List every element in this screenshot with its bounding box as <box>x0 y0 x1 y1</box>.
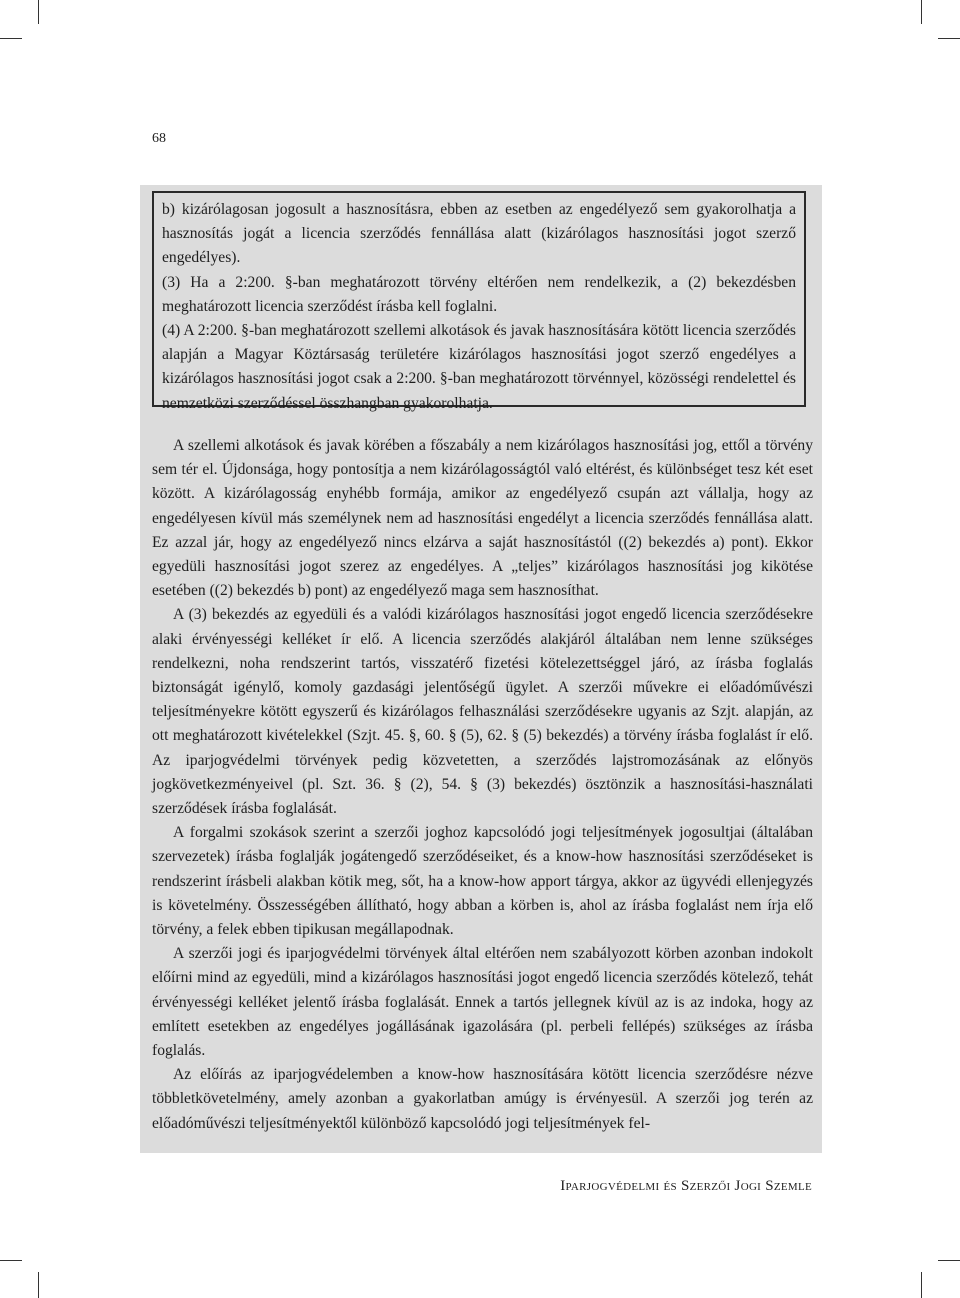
quote-paragraph: (3) Ha a 2:200. §-ban meghatározott törvény eltérően nem rendelkezik, a (2) bekezdésben meghatározott licencia szerződést írásba kell foglalni. <box>162 273 796 315</box>
quoted-law-text-box <box>152 191 806 412</box>
body-text <box>152 434 813 1136</box>
crop-mark-top-right-v <box>921 0 922 24</box>
crop-mark-bottom-left-h <box>0 1260 22 1261</box>
journal-title-footer: Iparjogvédelmi és Szerzői Jogi Szemle <box>560 1178 812 1194</box>
crop-mark-bottom-right-v <box>921 1272 922 1298</box>
body-paragraph: Az előírás az iparjogvédelemben a know-how hasznosítására kötött licencia szerződésre nézve többletkövetelmény, amely azonban a gyakorlatban amúgy is érvényesül. A szerzői jog terén az előadóművészi teljesítményektől különböző kapcsolódó jogi teljesítmények fel- <box>152 1066 813 1132</box>
crop-mark-top-left-v <box>38 0 39 24</box>
body-paragraph: A szerzői jogi és iparjogvédelmi törvények által eltérően nem szabályozott körben azonban indokolt előírni mind az egyedüli, mind a kizárólagos hasznosítási jogot engedő licencia szerződés kötelező, tehát érvényességi kelléket jelentő írásba foglalását. Ennek a tartós jellegnek kívül az is az indoka, hogy az említett esetekben az engedélyes jogállásának igazolására (pl. perbeli fellépés) szükséges az írásba foglalás. <box>152 945 813 1060</box>
body-paragraph: A (3) bekezdés az egyedüli és a valódi kizárólagos hasznosítási jogot engedő licencia szerződésekre alaki érvényességi kelléket ír elő. A licencia szerződés alakjáról általában nem lenne szükséges rendelkezni, noha rendszerint tartós, visszatérő fizetési kötelezettséggel járó, az írásba foglalás biztonságát igénylő, komoly gazdasági jelentőségű ügylet. A szerzői művekre ei előadóművészi teljesítményekre kötött egyszerű és kizárólagos felhasználási szerződésekre ugyanis az Szjt. alapján, az ott meghatározott kivételekkel (Szjt. 45. §, 60. § (5), 62. § (5) bekezdés) a törvény írásba foglalást ír elő. Az iparjogvédelmi törvények pedig közvetetten, a szerződés lajstromozásának az előnyös jogkövetkezményeivel (pl. Szt. 36. § (2), 54. § (3) bekezdés) ösztönzik a hasznosítási-használati szerződések írásba foglalását. <box>152 606 813 818</box>
crop-mark-top-left-h <box>0 38 22 39</box>
body-paragraph: A forgalmi szokások szerint a szerzői joghoz kapcsolódó jogi teljesítmények jogosultjai (általában szervezetek) írásba foglalják jogátengedő szerződéseiket, és a know-how hasznosítási szerződéseket is rendszerint írásbeli alakban kötik meg, sőt, ha a know-how apport tárgya, akkor az ügyvédi ellenjegyzés is követelmény. Összességében állítható, hogy abban a körben is, ahol az írásba foglalást nem írja elő törvény, a felek ebben tipikusan megállapodnak. <box>152 824 813 939</box>
page-number: 68 <box>152 131 166 146</box>
body-paragraph: A szellemi alkotások és javak körében a főszabály a nem kizárólagos hasznosítási jog, ettől a törvény sem tér el. Újdonsága, hogy pontosítja a nem kizárólagosságtól való eltérést, és különbséget tesz két eset között. A kizárólagosság enyhébb formája, amikor az engedélyező csupán azt vállalja, hogy az engedélyesen kívül más személynek nem ad hasznosítási engedélyt a licencia szerződés fennállása alatt. Ez azzal jár, hogy az engedélyező nincs elzárva a saját hasznosítástól ((2) bekezdés a) pont). Ekkor egyedüli hasznosítási jogot szerez az engedélyes. A „teljes” kizárólagos hasznosítási jog kikötése esetében ((2) bekezdés b) pont) az engedélyező maga sem hasznosíthat. <box>152 437 813 600</box>
quote-paragraph: (4) A 2:200. §-ban meghatározott szellemi alkotások és javak hasznosítására kötött licencia szerződés alapján a Magyar Köztársaság területére kizárólagos hasznosítási jogot szerző engedélyes a kizárólagos hasznosítási jogot csak a 2:200. §-ban meghatározott törvénnyel, közösségi rendelettel és nemzetközi szerződéssel összhangban gyakorolhatja. <box>162 322 796 412</box>
crop-mark-bottom-left-v <box>38 1272 39 1298</box>
crop-mark-bottom-right-h <box>938 1260 960 1261</box>
quote-paragraph: b) kizárólagosan jogosult a hasznosításra, ebben az esetben az engedélyező sem gyakorolhatja a hasznosítás jogát a licencia szerződés fennállása alatt (kizárólagos hasznosítási jogot szerző engedélyes). <box>162 201 796 267</box>
crop-mark-top-right-h <box>938 38 960 39</box>
